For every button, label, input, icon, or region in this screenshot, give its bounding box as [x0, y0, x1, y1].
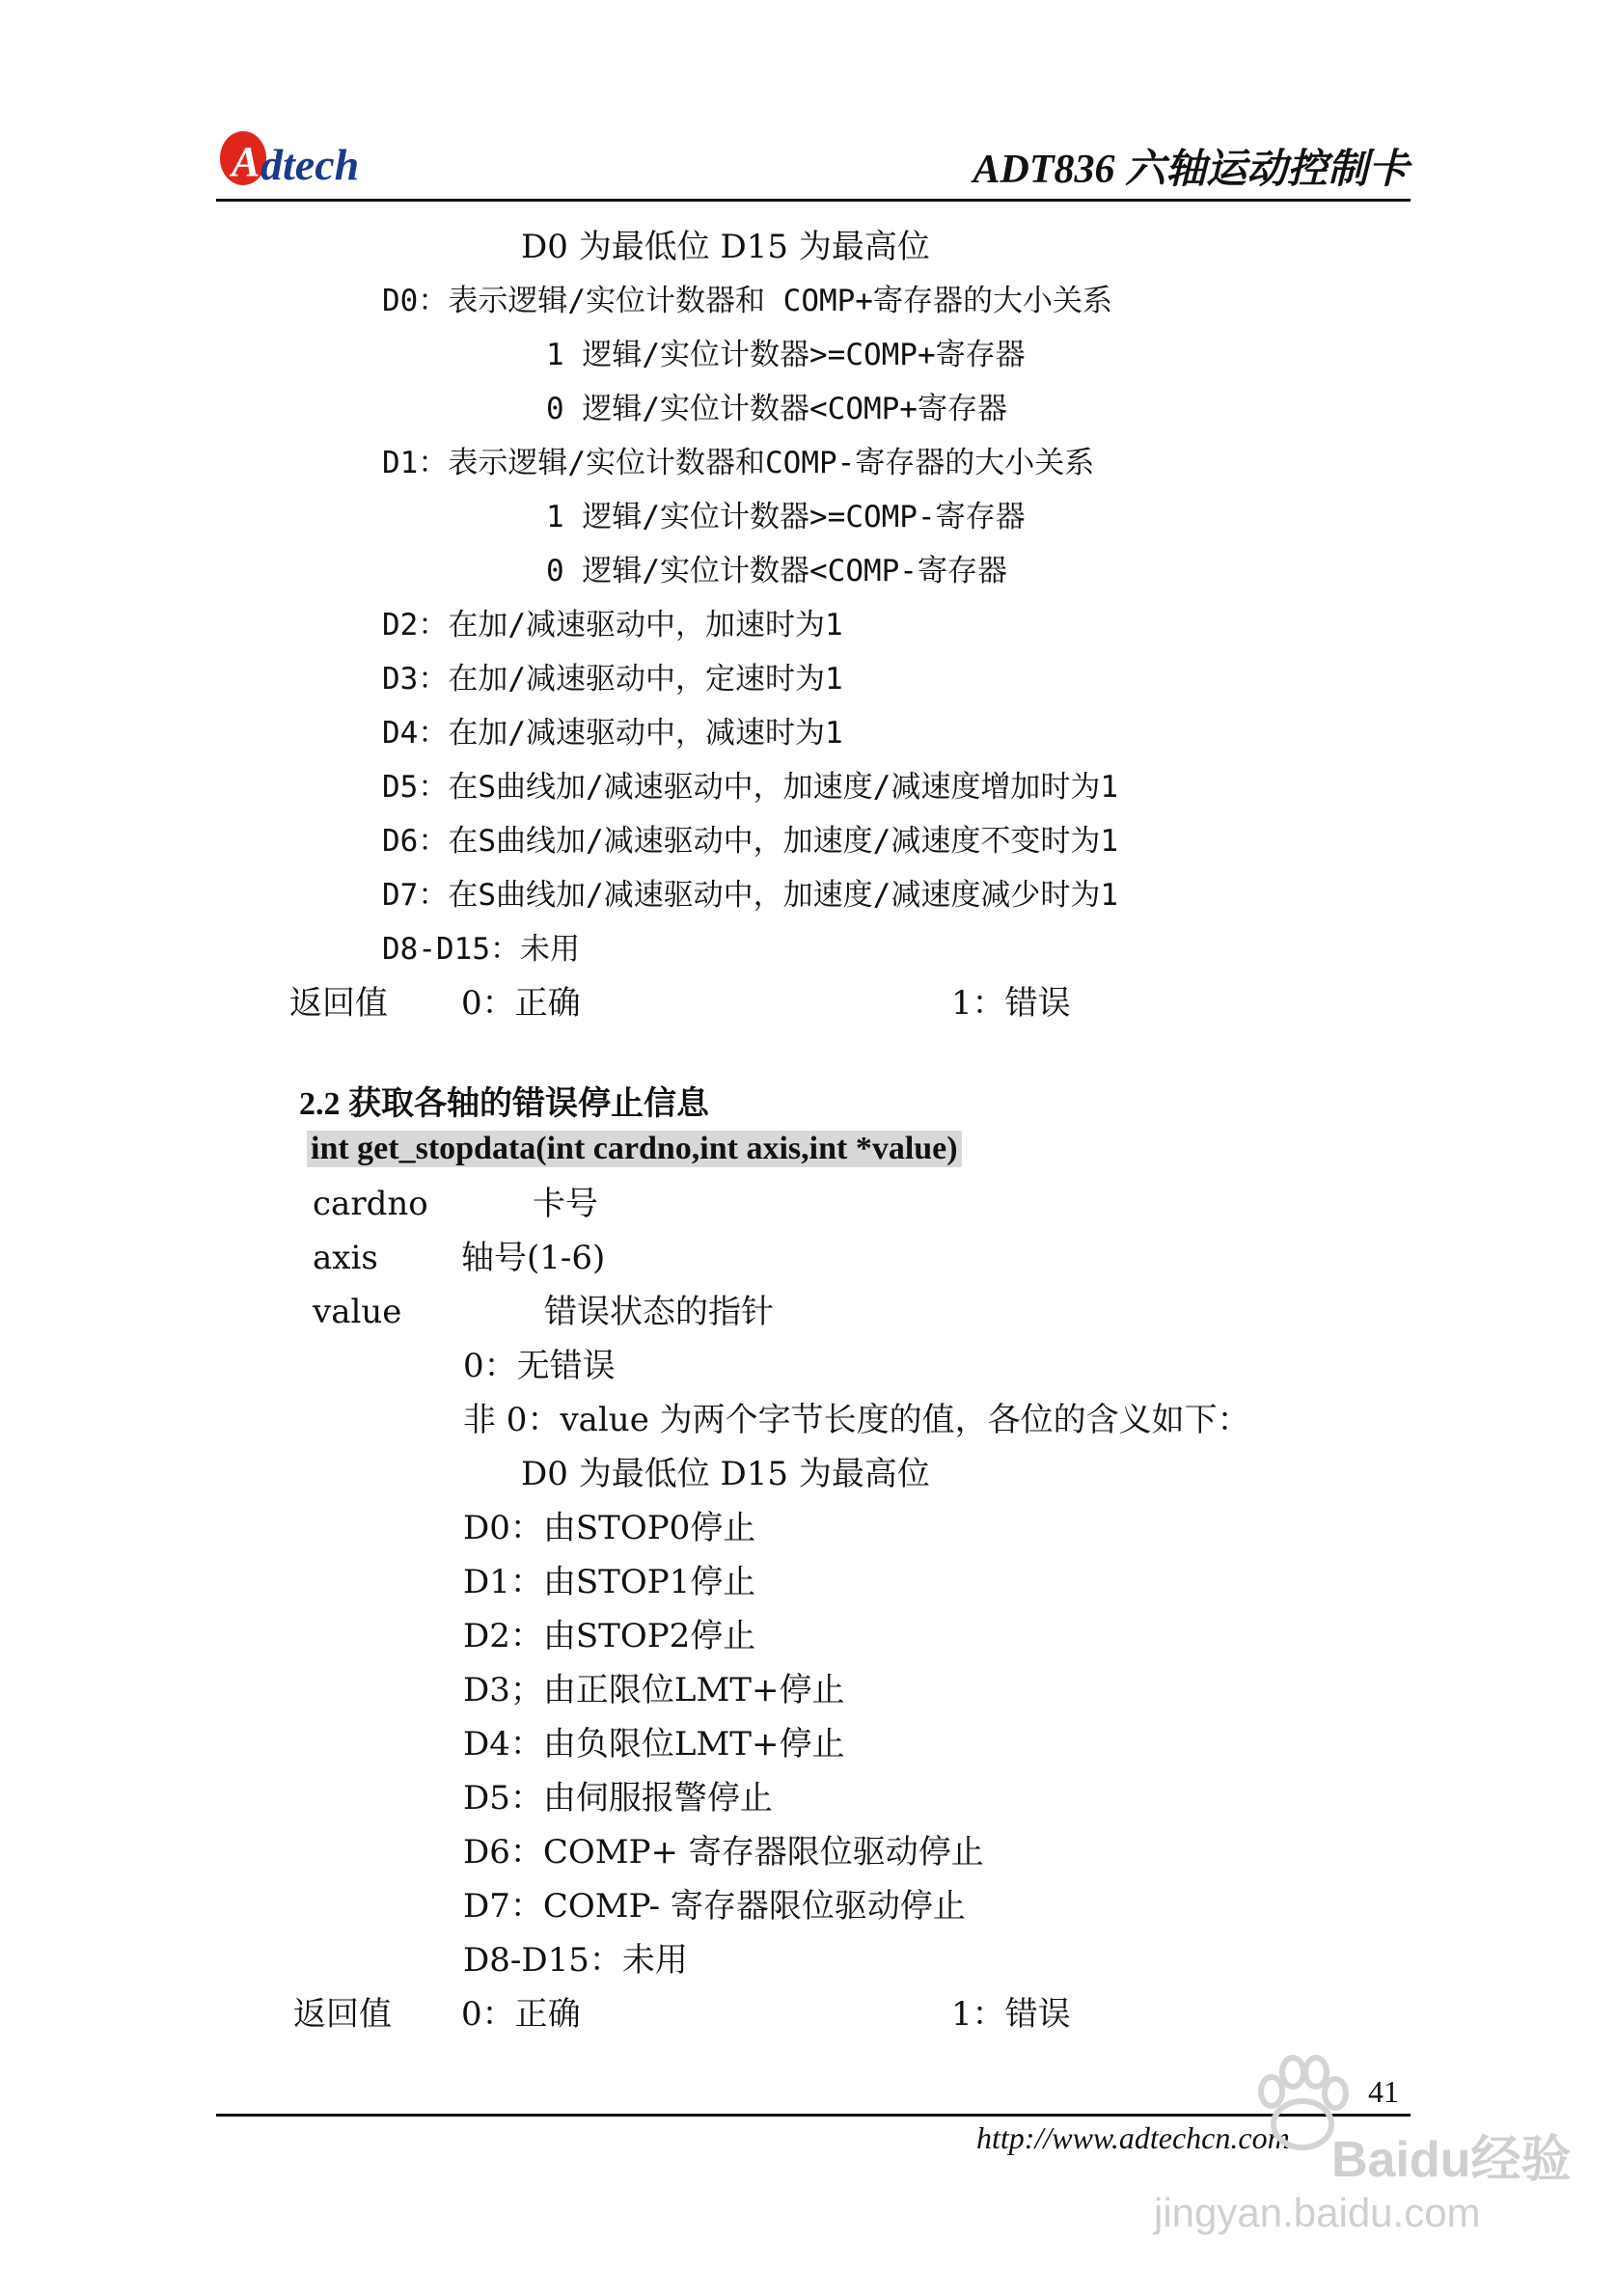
stop-bit-d1: D1：由STOP1停止	[463, 1563, 756, 1601]
bit-d0: D0：表示逻辑/实位计数器和 COMP+寄存器的大小关系	[382, 284, 1112, 318]
stop-bit-d8-d15: D8-D15：未用	[463, 1941, 688, 1980]
stop-bit-d2: D2：由STOP2停止	[463, 1617, 756, 1655]
stop-bit-d5: D5：由伺服报警停止	[463, 1779, 773, 1818]
stop-bit-d0: D0：由STOP0停止	[463, 1509, 756, 1547]
footer-url: http://www.adtechcn.com	[976, 2120, 1290, 2155]
bit-d1-value-0: 0 逻辑/实位计数器<COMP-寄存器	[546, 554, 1007, 588]
bit-d6: D6：在S曲线加/减速驱动中，加速度/减速度不变时为1	[382, 824, 1118, 859]
return-label-1: 返回值	[289, 984, 388, 1023]
bit-d2: D2：在加/减速驱动中，加速时为1	[382, 608, 843, 642]
svg-text:dtech: dtech	[260, 140, 360, 189]
return-err-2: 1：错误	[951, 1995, 1071, 2034]
section-heading: 2.2 获取各轴的错误停止信息	[299, 1086, 709, 1122]
param-value-name: value	[313, 1293, 402, 1331]
param-cardno-name: cardno	[313, 1185, 428, 1223]
return-err-1: 1：错误	[951, 984, 1071, 1023]
return-ok-2: 0：正确	[461, 1995, 581, 2034]
bit-d1-value-1: 1 逻辑/实位计数器>=COMP-寄存器	[546, 500, 1026, 534]
bit-order-note: D0 为最低位 D15 为最高位	[521, 228, 930, 266]
page-number: 41	[1368, 2074, 1399, 2109]
header-rule	[216, 199, 1411, 202]
bit-d8-d15: D8-D15：未用	[382, 932, 580, 967]
stop-bit-d3: D3；由正限位LMT+停止	[463, 1671, 845, 1709]
param-axis-desc: 轴号(1-6)	[461, 1239, 606, 1277]
return-label-2: 返回值	[293, 1995, 392, 2034]
stop-bit-d4: D4：由负限位LMT+停止	[463, 1725, 845, 1763]
stop-bit-d7: D7：COMP- 寄存器限位驱动停止	[463, 1887, 966, 1926]
watermark-brand: Baidu经验	[1331, 2132, 1572, 2188]
adtech-logo	[216, 123, 370, 191]
param-value-desc: 错误状态的指针	[544, 1293, 774, 1331]
param-axis-name: axis	[313, 1239, 378, 1277]
function-signature: int get_stopdata(int cardno,int axis,int *value)	[307, 1131, 962, 1167]
bit-d7: D7：在S曲线加/减速驱动中，加速度/减速度减少时为1	[382, 878, 1118, 913]
bit-d0-value-0: 0 逻辑/实位计数器<COMP+寄存器	[546, 392, 1007, 426]
bit-d0-value-1: 1 逻辑/实位计数器>=COMP+寄存器	[546, 338, 1026, 372]
svg-text:A: A	[232, 138, 260, 185]
bit-d4: D4：在加/减速驱动中，减速时为1	[382, 716, 843, 751]
document-title: ADT836 六轴运动控制卡	[973, 148, 1409, 192]
bit-order-note-2: D0 为最低位 D15 为最高位	[521, 1455, 930, 1493]
footer-rule	[216, 2114, 1411, 2117]
bit-d5: D5：在S曲线加/减速驱动中，加速度/减速度增加时为1	[382, 770, 1118, 805]
watermark-domain: jingyan.baidu.com	[1154, 2190, 1481, 2235]
value-no-error: 0：无错误	[463, 1347, 616, 1385]
param-cardno-desc: 卡号	[533, 1185, 598, 1223]
stop-bit-d6: D6：COMP+ 寄存器限位驱动停止	[463, 1833, 984, 1872]
return-ok-1: 0：正确	[461, 984, 581, 1023]
bit-d1: D1：表示逻辑/实位计数器和COMP-寄存器的大小关系	[382, 446, 1095, 480]
value-nonzero-note: 非 0：value 为两个字节长度的值，各位的含义如下：	[463, 1401, 1250, 1439]
bit-d3: D3：在加/减速驱动中，定速时为1	[382, 662, 843, 697]
